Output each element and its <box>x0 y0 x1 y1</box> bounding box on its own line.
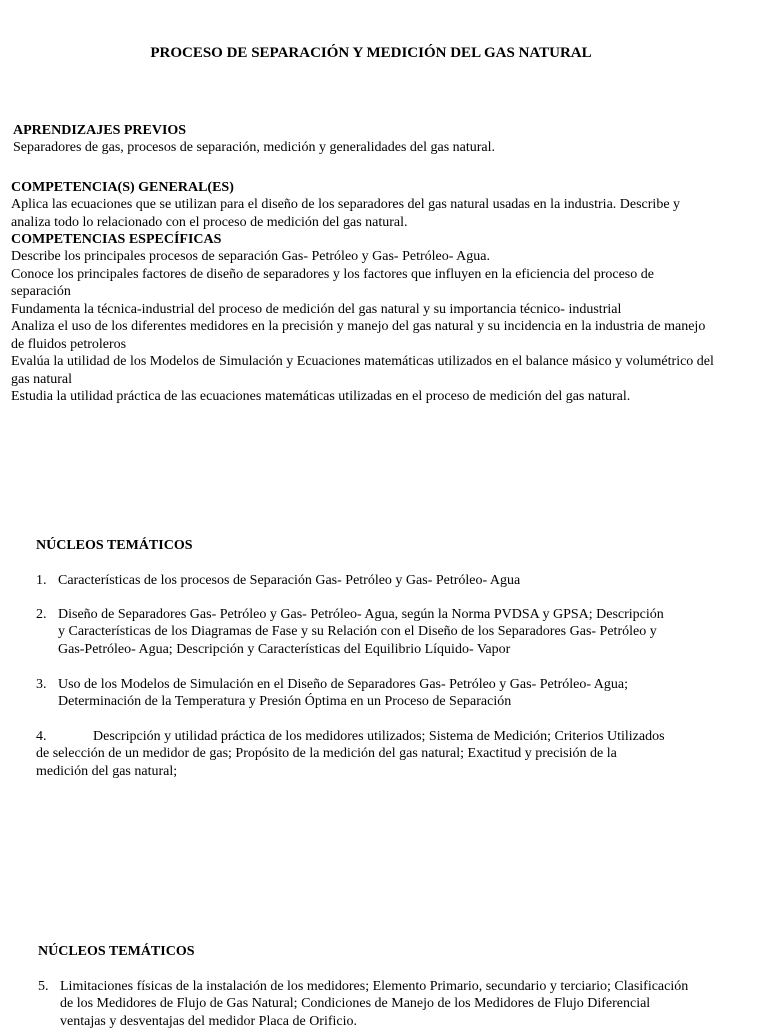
paragraph-line: Evalúa la utilidad de los Modelos de Simulación y Ecuaciones matemáticas utilizados en el balance másico y volumétrico del <box>11 354 714 369</box>
list-item-number: 5. <box>38 979 49 994</box>
paragraph-line: Fundamenta la técnica-industrial del proceso de medición del gas natural y su importancia técnico- industrial <box>11 301 622 317</box>
aprendizajes-heading: APRENDIZAJES PREVIOS <box>13 123 187 138</box>
paragraph-line: Describe los principales procesos de separación Gas- Petróleo y Gas- Petróleo- Agua. <box>11 249 490 264</box>
list-item-number: 1. <box>36 573 47 588</box>
competencias-especificas-text <box>11 248 756 406</box>
paragraph-line: analiza todo lo relacionado con el proceso de medición del gas natural. <box>11 214 408 230</box>
list-item-line: Determinación de la Temperatura y Presión Óptima en un Proceso de Separación <box>58 694 512 710</box>
competencia-general-heading: COMPETENCIA(S) GENERAL(ES) <box>11 180 234 195</box>
paragraph-line: Estudia la utilidad práctica de las ecuaciones matemáticas utilizadas en el proceso de medición del gas natural. <box>11 389 631 404</box>
list-item-line: de los Medidores de Flujo de Gas Natural; Condiciones de Manejo de los Medidores de Flujo Diferencial <box>60 996 651 1012</box>
list-item-line: medición del gas natural; <box>36 763 178 779</box>
list-item-line: Gas-Petróleo- Agua; Descripción y Características del Equilibrio Líquido- Vapor <box>58 641 511 657</box>
list-item-number: 4. <box>36 729 47 744</box>
aprendizajes-text: Separadores de gas, procesos de separación, medición y generalidades del gas natural. <box>13 140 496 155</box>
document-title: PROCESO DE SEPARACIÓN Y MEDICIÓN DEL GAS NATURAL <box>150 45 592 61</box>
list-item-line: Uso de los Modelos de Simulación en el Diseño de Separadores Gas- Petróleo y Gas- Petróleo- Agua; <box>58 677 628 692</box>
list-item-line: Descripción y utilidad práctica de los medidores utilizados; Sistema de Medición; Criterios Utilizados <box>93 729 665 744</box>
paragraph-line: Aplica las ecuaciones que se utilizan para el diseño de los separadores del gas natural usadas en la industria. Describe y <box>11 197 681 212</box>
list-item-line: Diseño de Separadores Gas- Petróleo y Gas- Petróleo- Agua, según la Norma PVDSA y GPSA; Descripción <box>58 607 664 622</box>
list-item-number: 2. <box>36 607 47 622</box>
competencia-general-text <box>11 196 751 231</box>
list-item-line: ventajas y desventajas del medidor Placa de Orificio. <box>60 1013 358 1029</box>
paragraph-line: Analiza el uso de los diferentes medidores en la precisión y manejo del gas natural y su incidencia en la industria de manejo <box>11 319 706 334</box>
nucleos-heading: NÚCLEOS TEMÁTICOS <box>36 538 193 553</box>
list-item-number: 3. <box>36 677 47 692</box>
list-item <box>36 728 665 780</box>
paragraph-line: separación <box>11 284 71 299</box>
nucleos-heading: NÚCLEOS TEMÁTICOS <box>38 944 195 959</box>
list-item-line: y Características de los Diagramas de Fase y su Relación con el Diseño de los Separadores Gas- Petróleo y <box>58 624 657 640</box>
paragraph-line: gas natural <box>11 371 73 387</box>
list-item-line: de selección de un medidor de gas; Propósito de la medición del gas natural; Exactitud y precisión de la <box>36 746 617 762</box>
paragraph-line: Conoce los principales factores de diseño de separadores y los factores que influyen en la eficiencia del proceso de <box>11 266 654 282</box>
competencias-especificas-heading: COMPETENCIAS ESPECÍFICAS <box>11 232 222 247</box>
paragraph-line: de fluidos petroleros <box>11 336 127 352</box>
list-item-line: Limitaciones físicas de la instalación de los medidores; Elemento Primario, secundario y terciario; Clasificación <box>60 979 689 994</box>
list-item-line: Características de los procesos de Separación Gas- Petróleo y Gas- Petróleo- Agua <box>58 573 521 588</box>
